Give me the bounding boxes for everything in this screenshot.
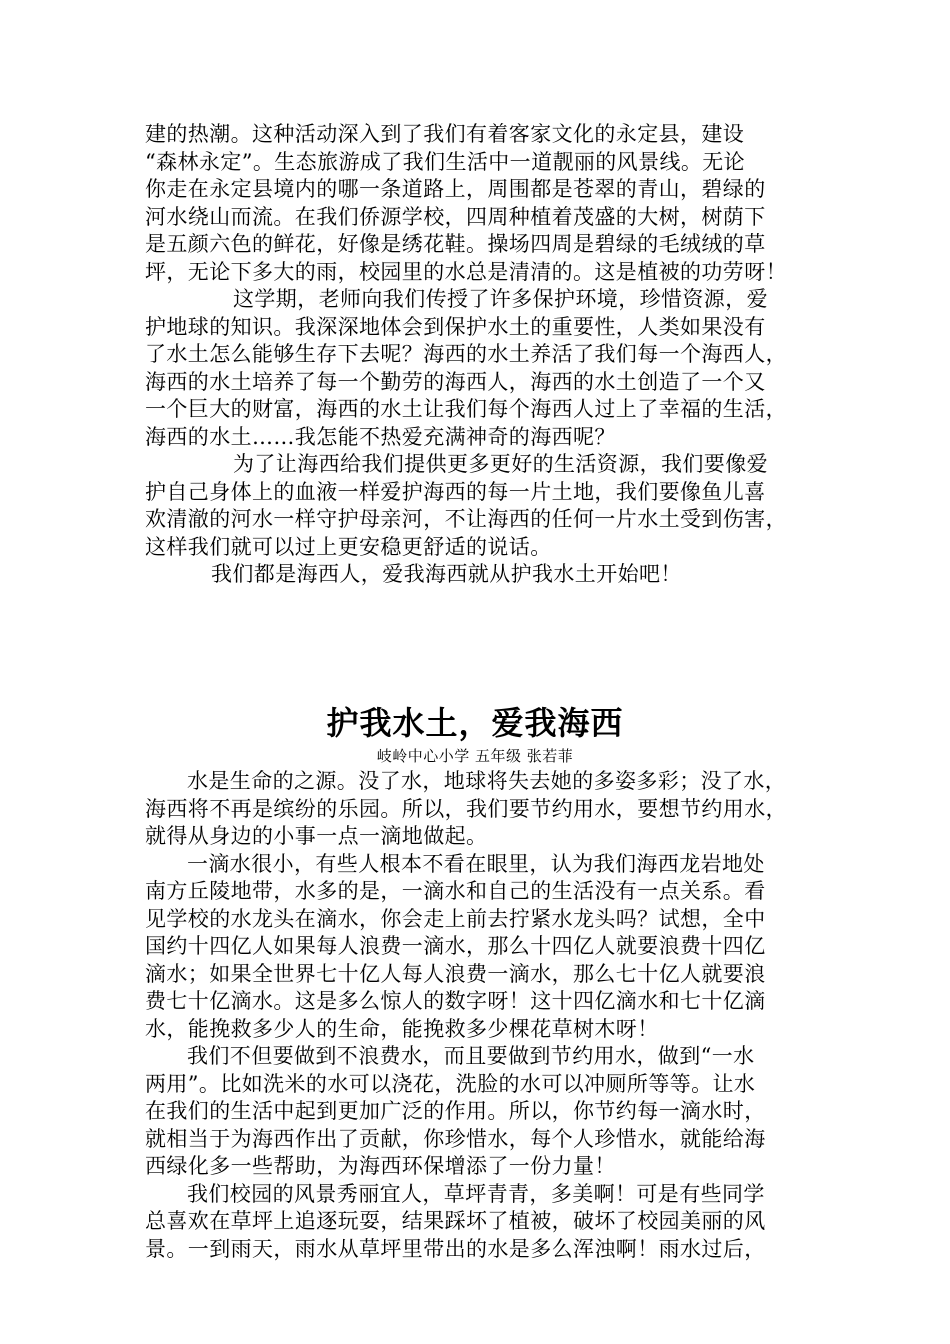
- text-line: 你走在永定县境内的哪一条道路上，周围都是苍翠的青山，碧绿的: [145, 177, 766, 201]
- text-line: 为了让海西给我们提供更多更好的生活资源，我们要像爱: [233, 452, 768, 476]
- text-line: 西绿化多一些帮助，为海西环保增添了一份力量！: [145, 1154, 616, 1178]
- text-line: 国约十四亿人如果每人浪费一滴水，那么十四亿人就要浪费十四亿: [145, 934, 766, 958]
- text-line: 两用”。比如洗米的水可以浇花，洗脸的水可以冲厕所等等。让水: [145, 1071, 756, 1096]
- text-line: 这学期，老师向我们传授了许多保护环境，珍惜资源，爱: [233, 287, 768, 311]
- text-line: 是五颜六色的鲜花，好像是绣花鞋。操场四周是碧绿的毛绒绒的草: [145, 232, 766, 256]
- article-body: [145, 768, 825, 1263]
- text-line: 就得从身边的小事一点一滴地做起。: [145, 824, 488, 848]
- text-line: 了水土怎么能够生存下去呢？海西的水土养活了我们每一个海西人，: [145, 342, 787, 366]
- text-line: 费七十亿滴水。这是多么惊人的数字呀！这十四亿滴水和七十亿滴: [145, 989, 766, 1013]
- text-line: 建的热潮。这种活动深入到了我们有着客家文化的永定县，建设: [145, 122, 745, 146]
- text-line: 就相当于为海西作出了贡献，你珍惜水，每个人珍惜水，就能给海: [145, 1126, 766, 1151]
- text-line: “森林永定”。生态旅游成了我们生活中一道靓丽的风景线。无论: [145, 149, 746, 174]
- text-line: 河水绕山而流。在我们侨源学校，四周种植着茂盛的大树，树荫下: [145, 204, 766, 229]
- text-line: 在我们的生活中起到更加广泛的作用。所以，你节约每一滴水时，: [145, 1099, 766, 1123]
- text-line: 海西的水土培养了每一个勤劳的海西人，海西的水土创造了一个又: [145, 369, 766, 394]
- text-line: 坪，无论下多大的雨，校园里的水总是清清的。这是植被的功劳呀！: [145, 259, 787, 284]
- text-line: 南方丘陵地带，水多的是，一滴水和自己的生活没有一点关系。看: [145, 879, 766, 903]
- text-line: 欢清澈的河水一样守护母亲河，不让海西的任何一片水土受到伤害，: [145, 507, 787, 531]
- text-line: 景。一到雨天，雨水从草坪里带出的水是多么浑浊啊！雨水过后，: [145, 1236, 766, 1261]
- article-byline: 岐岭中心小学 五年级 张若菲: [376, 747, 574, 765]
- text-line: 海西将不再是缤纷的乐园。所以，我们要节约用水，要想节约用水，: [145, 796, 787, 821]
- text-line: 我们不但要做到不浪费水，而且要做到节约用水，做到“一水: [187, 1044, 755, 1068]
- text-line: 见学校的水龙头在滴水，你会走上前去拧紧水龙头吗？试想，全中: [145, 906, 766, 931]
- text-line: 一个巨大的财富，海西的水土让我们每个海西人过上了幸福的生活，: [145, 397, 787, 421]
- text-line: 水，能挽救多少人的生命，能挽救多少棵花草树木呀！: [145, 1016, 659, 1041]
- text-line: 水是生命的之源。没了水，地球将失去她的多姿多彩；没了水，: [187, 769, 787, 793]
- article-title: 护我水土，爱我海西: [326, 704, 624, 742]
- text-line: 这样我们就可以过上更安稳更舒适的说话。: [145, 534, 552, 559]
- text-line: 总喜欢在草坪上追逐玩耍，结果踩坏了植被，破坏了校园美丽的风: [145, 1209, 766, 1233]
- text-line: 我们都是海西人，爱我海西就从护我水土开始吧！: [211, 562, 682, 586]
- text-line: 海西的水土……我怎能不热爱充满神奇的海西呢？: [145, 424, 616, 449]
- previous-essay-continuation: [145, 121, 825, 589]
- text-line: 滴水；如果全世界七十亿人每人浪费一滴水，那么七十亿人就要浪: [145, 961, 766, 986]
- text-line: 护地球的知识。我深深地体会到保护水土的重要性，人类如果没有: [145, 314, 766, 339]
- text-line: 一滴水很小，有些人根本不看在眼里，认为我们海西龙岩地处: [187, 851, 765, 876]
- text-line: 我们校园的风景秀丽宜人，草坪青青，多美啊！可是有些同学: [187, 1181, 765, 1206]
- text-line: 护自己身体上的血液一样爱护海西的每一片土地，我们要像鱼儿喜: [145, 479, 766, 504]
